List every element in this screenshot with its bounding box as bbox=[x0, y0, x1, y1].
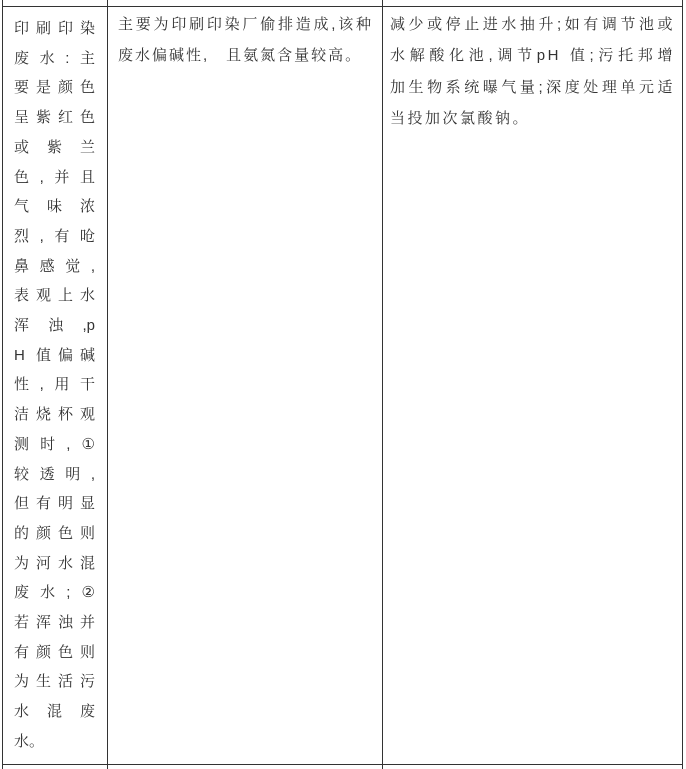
text-line: 性,用干 bbox=[14, 376, 95, 394]
text-line: 呈紫红色 bbox=[14, 109, 95, 127]
text-line: 主要为印刷印染厂偷排造成,该种 bbox=[118, 16, 373, 33]
text-line: 废水偏碱性, 且氨氮含量较高。 bbox=[118, 47, 363, 65]
partial-top-cell-characteristics bbox=[2, 0, 107, 7]
partial-bottom-cell-characteristics bbox=[2, 765, 107, 769]
wastewater-table bbox=[2, 0, 683, 769]
text-line: 或紫兰 bbox=[14, 138, 95, 156]
text-line: 水。 bbox=[14, 732, 45, 750]
text-line: 浑浊,p bbox=[14, 317, 95, 335]
text-line: 鼻感觉, bbox=[14, 257, 95, 275]
text-line: 测时,① bbox=[14, 435, 95, 453]
text-line: 色,并且 bbox=[14, 168, 95, 186]
text-line: 水解酸化池,调节pH 值;污托邦增 bbox=[390, 47, 675, 65]
text-line: 洁烧杯观 bbox=[14, 406, 95, 424]
text-line: 为生活污 bbox=[14, 673, 95, 691]
text-line: 有颜色则 bbox=[14, 643, 95, 661]
text-line: 较透明, bbox=[14, 465, 95, 483]
text-line: 气味浓 bbox=[14, 198, 95, 216]
text-line: 加生物系统曝气量;深度处理单元适 bbox=[390, 78, 675, 96]
text-line: 减少或停止进水抽升;如有调节池或 bbox=[390, 16, 675, 33]
text-line: 废水;② bbox=[14, 584, 95, 602]
partial-bottom-cell-measures bbox=[382, 765, 683, 769]
text-line: 为河水混 bbox=[14, 554, 95, 572]
partial-top-cell-cause bbox=[107, 0, 382, 7]
text-line: 水混废 bbox=[14, 703, 95, 721]
text-line: 当投加次氯酸钠。 bbox=[390, 109, 531, 127]
cell-cause-analysis bbox=[107, 7, 382, 765]
cell-countermeasures bbox=[382, 7, 683, 765]
cell-wastewater-characteristics bbox=[2, 7, 107, 765]
text-line: 表观上水 bbox=[14, 287, 95, 305]
partial-bottom-cell-cause bbox=[107, 765, 382, 769]
text-line: H 值偏碱 bbox=[14, 346, 95, 364]
partial-top-cell-measures bbox=[382, 0, 683, 7]
text-line: 但有明显 bbox=[14, 495, 95, 513]
text-line: 烈,有呛 bbox=[14, 227, 95, 245]
text-line: 的颜色则 bbox=[14, 524, 95, 542]
text-line: 废水:主 bbox=[14, 49, 95, 67]
text-line: 若浑浊并 bbox=[14, 614, 95, 632]
text-line: 印刷印染 bbox=[14, 20, 95, 37]
text-line: 要是颜色 bbox=[14, 79, 95, 97]
